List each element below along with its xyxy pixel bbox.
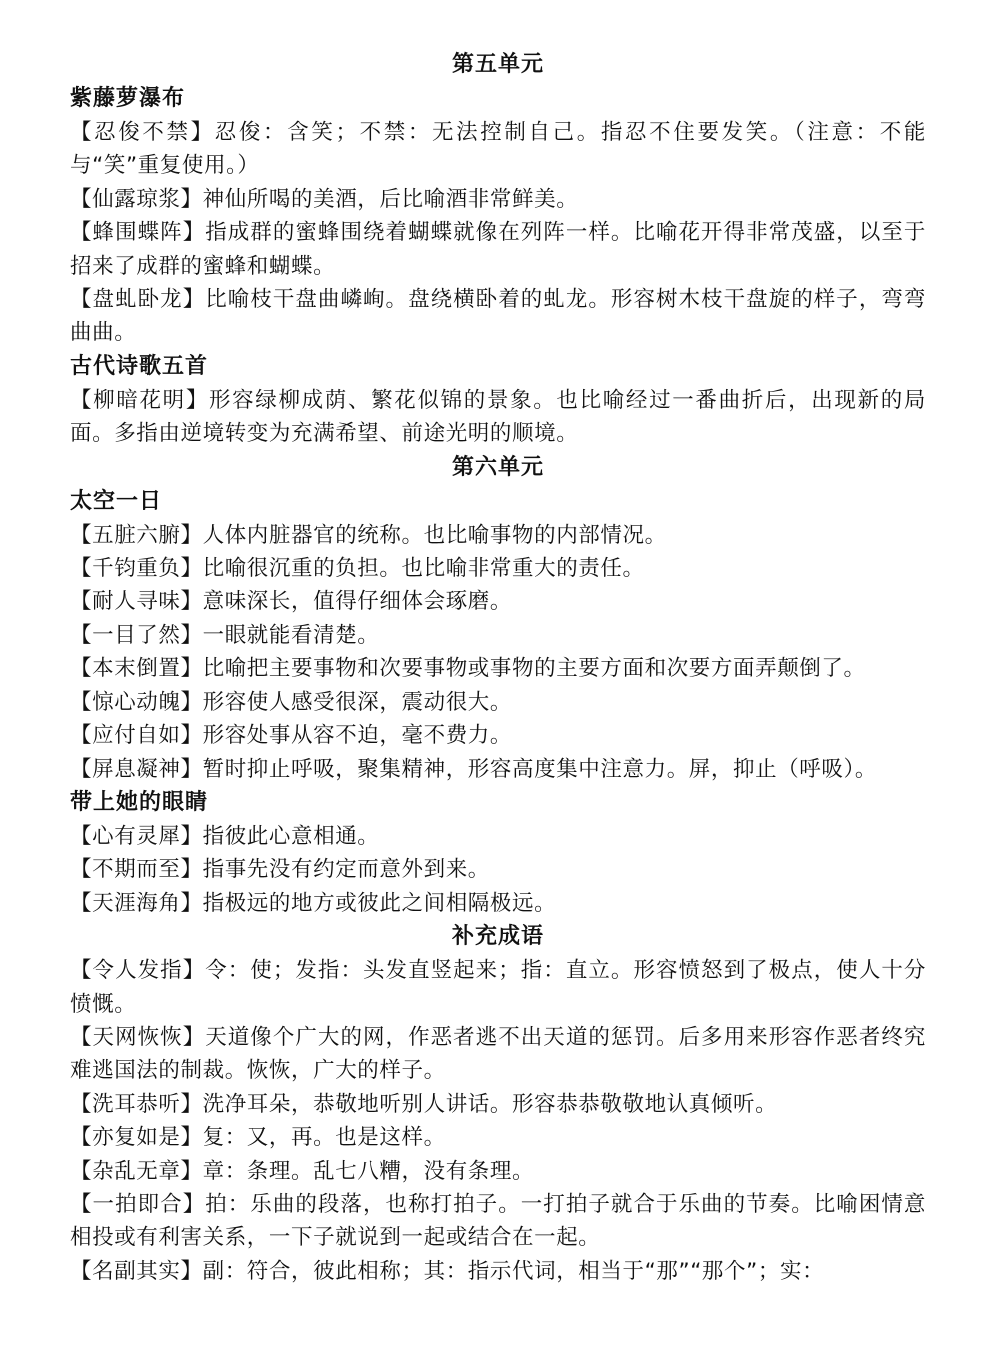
idiom-entry bbox=[70, 652, 926, 685]
idiom-entry bbox=[70, 384, 926, 451]
idiom-term: 【亦复如是】 bbox=[70, 1125, 203, 1151]
lesson-title: 太空一日 bbox=[70, 488, 163, 514]
idiom-term: 【杂乱无章】 bbox=[70, 1158, 203, 1184]
idiom-definition: 章：条理。乱七八糟，没有条理。 bbox=[202, 1158, 535, 1184]
idiom-entry bbox=[70, 619, 926, 652]
idiom-definition: 指极远的地方或彼此之间相隔极远。 bbox=[202, 890, 557, 916]
idiom-entry bbox=[70, 183, 926, 216]
idiom-definition: 比喻枝干盘曲嶙峋。盘绕横卧着的虬龙。形容树木枝干盘旋的样子，弯弯曲曲。 bbox=[70, 287, 926, 346]
idiom-definition: 意味深长，值得仔细体会琢磨。 bbox=[202, 589, 513, 615]
lesson-title: 带上她的眼睛 bbox=[70, 789, 209, 815]
idiom-definition: 洗净耳朵，恭敬地听别人讲话。形容恭恭敬敬地认真倾听。 bbox=[202, 1091, 778, 1117]
idiom-entry bbox=[70, 753, 926, 786]
idiom-definition: 指成群的蜜蜂围绕着蝴蝶就像在列阵一样。比喻花开得非常茂盛，以至于招来了成群的蜜蜂和蝴蝶。 bbox=[70, 220, 926, 279]
idiom-entry bbox=[70, 116, 926, 183]
idiom-term: 【洗耳恭听】 bbox=[70, 1091, 203, 1117]
idiom-term: 【惊心动魄】 bbox=[70, 689, 203, 715]
idiom-entry bbox=[70, 1088, 926, 1121]
idiom-definition: 人体内脏器官的统称。也比喻事物的内部情况。 bbox=[202, 522, 667, 548]
idiom-definition: 天道像个广大的网，作恶者逃不出天道的惩罚。后多用来形容作恶者终究难逃国法的制裁。恢恢，广大的样子。 bbox=[70, 1024, 926, 1084]
idiom-term: 【不期而至】 bbox=[70, 857, 203, 883]
idiom-entry bbox=[70, 954, 926, 1021]
idiom-entry bbox=[70, 1021, 926, 1088]
idiom-term: 【千钧重负】 bbox=[70, 556, 203, 582]
idiom-term: 【仙露琼浆】 bbox=[70, 186, 203, 212]
idiom-entry bbox=[70, 519, 926, 552]
idiom-entry bbox=[70, 686, 926, 719]
idiom-term: 【应付自如】 bbox=[70, 723, 203, 749]
idiom-term: 【柳暗花明】 bbox=[70, 387, 209, 413]
idiom-term: 【一拍即合】 bbox=[70, 1191, 206, 1217]
idiom-term: 【本末倒置】 bbox=[70, 656, 203, 682]
idiom-definition: 形容处事从容不迫，毫不费力。 bbox=[202, 723, 513, 749]
idiom-definition: 一眼就能看清楚。 bbox=[202, 622, 380, 648]
idiom-definition: 指彼此心意相通。 bbox=[202, 823, 380, 849]
idiom-definition: 副：符合，彼此相称；其：指示代词，相当于“那”“那个”；实： bbox=[202, 1258, 825, 1284]
idiom-term: 【五脏六腑】 bbox=[70, 522, 203, 548]
idiom-entry bbox=[70, 1155, 926, 1188]
idiom-entry bbox=[70, 1188, 926, 1255]
idiom-entry bbox=[70, 719, 926, 752]
idiom-definition: 形容使人感受很深，震动很大。 bbox=[202, 689, 513, 715]
idiom-term: 【盘虬卧龙】 bbox=[70, 287, 206, 313]
idiom-definition: 指事先没有约定而意外到来。 bbox=[202, 857, 490, 883]
idiom-definition: 暂时抑止呼吸，聚集精神，形容高度集中注意力。屏，抑止（呼吸）。 bbox=[202, 756, 877, 782]
idiom-entry bbox=[70, 585, 926, 618]
idiom-entry bbox=[70, 853, 926, 886]
idiom-term: 【心有灵犀】 bbox=[70, 823, 203, 849]
idiom-term: 【耐人寻味】 bbox=[70, 589, 203, 615]
idiom-definition: 令：使；发指：头发直竖起来；指：直立。形容愤怒到了极点，使人十分愤慨。 bbox=[70, 958, 926, 1017]
idiom-term: 【蜂围蝶阵】 bbox=[70, 220, 206, 246]
idiom-entry bbox=[70, 283, 926, 350]
idiom-entry bbox=[70, 552, 926, 585]
lesson-title: 古代诗歌五首 bbox=[70, 353, 209, 379]
idiom-entry bbox=[70, 1255, 926, 1288]
idiom-entry bbox=[70, 887, 926, 920]
idiom-definition: 复：又，再。也是这样。 bbox=[202, 1125, 446, 1151]
idiom-term: 【天涯海角】 bbox=[70, 890, 203, 916]
idiom-definition: 形容绿柳成荫、繁花似锦的景象。也比喻经过一番曲折后，出现新的局面。多指由逆境转变为充满希望、前途光明的顺境。 bbox=[70, 387, 926, 447]
unit-heading: 补充成语 bbox=[451, 924, 544, 950]
idiom-entry bbox=[70, 1121, 926, 1154]
lesson-title: 紫藤萝瀑布 bbox=[70, 86, 186, 111]
document-page bbox=[70, 48, 926, 1288]
idiom-definition: 忍俊：含笑；不禁：无法控制自己。指忍不住要发笑。（注意：不能与“笑”重复使用。） bbox=[70, 120, 926, 179]
idiom-definition: 比喻很沉重的负担。也比喻非常重大的责任。 bbox=[202, 556, 645, 582]
idiom-definition: 比喻把主要事物和次要事物或事物的主要方面和次要方面弄颠倒了。 bbox=[202, 656, 866, 682]
idiom-term: 【天网恢恢】 bbox=[70, 1024, 206, 1050]
idiom-entry bbox=[70, 820, 926, 853]
unit-heading: 第五单元 bbox=[451, 52, 544, 77]
idiom-definition: 神仙所喝的美酒，后比喻酒非常鲜美。 bbox=[202, 186, 579, 212]
idiom-term: 【令人发指】 bbox=[70, 958, 206, 984]
idiom-term: 【名副其实】 bbox=[70, 1258, 203, 1284]
idiom-definition: 拍：乐曲的段落，也称打拍子。一打拍子就合于乐曲的节奏。比喻困情意相投或有利害关系，一下子就说到一起或结合在一起。 bbox=[70, 1191, 926, 1251]
idiom-term: 【忍俊不禁】 bbox=[70, 120, 215, 145]
idiom-entry bbox=[70, 216, 926, 283]
idiom-term: 【屏息凝神】 bbox=[70, 756, 203, 782]
idiom-term: 【一目了然】 bbox=[70, 622, 203, 648]
unit-heading: 第六单元 bbox=[451, 454, 544, 480]
